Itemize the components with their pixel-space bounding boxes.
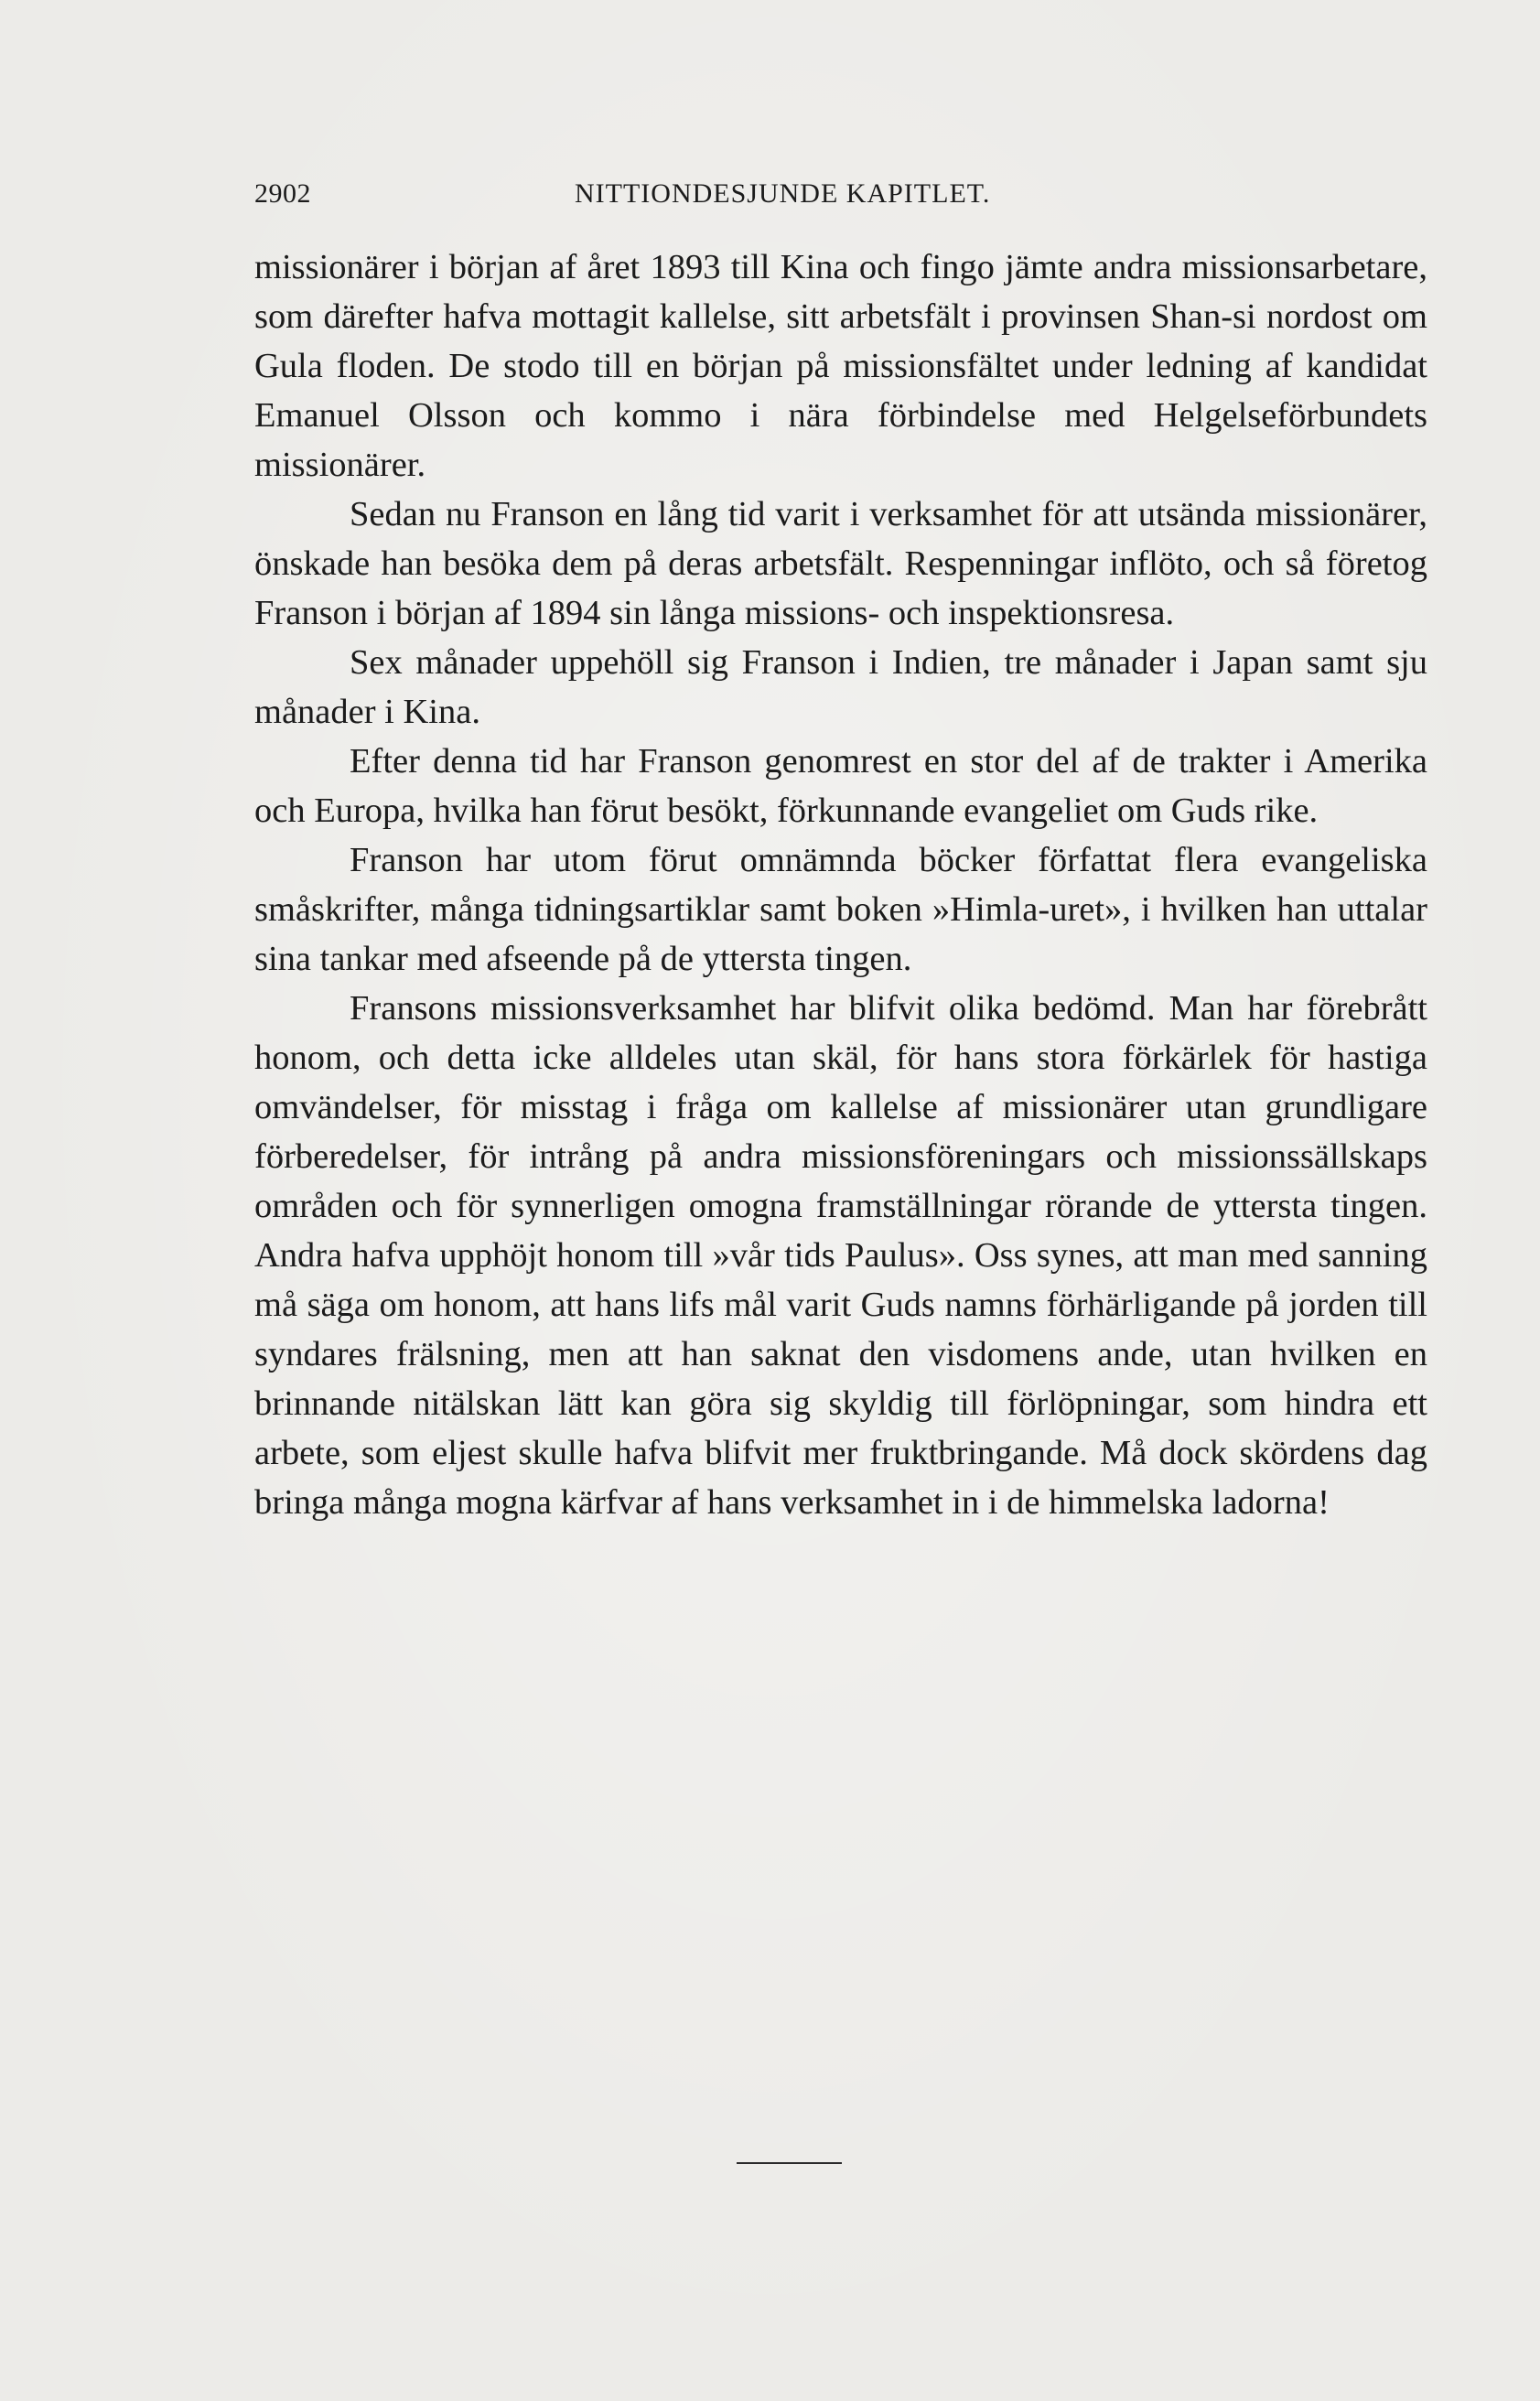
- closing-rule: [737, 2162, 842, 2164]
- paragraph-5: Franson har utom förut omnämnda böcker författat flera evangeliska småskrifter, många tidningsartiklar samt boken »Himla-uret», i hvilken han uttalar sina tankar med afseende på de yttersta tingen.: [254, 841, 1427, 978]
- paragraph-1: missionärer i början af året 1893 till Kina och fingo jämte andra missionsarbetare, som därefter hafva mottagit kallelse, sitt arbetsfält i provinsen Shan-si nordost om Gula floden. De stodo till en början på missionsfältet under ledning af kandidat Emanuel Olsson och kommo i nära förbindelse med Helgelseförbundets missionärer.: [254, 248, 1427, 484]
- paragraph-6: Fransons missionsverksamhet har blifvit olika bedömd. Man har förebrått honom, och detta icke alldeles utan skäl, för hans stora förkärlek för hastiga omvändelser, för misstag i fråga om kallelse af missionärer utan grundligare förberedelser, för intrång på andra missionsföreningars och missionssällskaps områden och för synnerligen omogna framställningar rörande de yttersta tingen. Andra hafva upphöjt honom till »vår tids Paulus». Oss synes, att man med sanning må säga om honom, att hans lifs mål varit Guds namns förhärligande på jorden till syndares frälsning, men att han saknat den visdomens ande, utan hvilken en brinnande nitälskan lätt kan göra sig skyldig till förlöpningar, som hindra ett arbete, som eljest skulle hafva blifvit mer fruktbringande. Må dock skördens dag bringa många mogna kärfvar af hans verksamhet in i de himmelska ladorna!: [254, 989, 1427, 1522]
- body-text: [254, 242, 1427, 1527]
- running-head: NITTIONDESJUNDE KAPITLET.: [575, 178, 991, 209]
- paragraph-3: Sex månader uppehöll sig Franson i Indien, tre månader i Japan samt sju månader i Kina.: [254, 643, 1427, 731]
- paragraph-2: Sedan nu Franson en lång tid varit i verksamhet för att utsända missionärer, önskade han besöka dem på deras arbetsfält. Respenningar inflöto, och så företog Franson i början af 1894 sin långa missions- och inspektionsresa.: [254, 495, 1427, 632]
- paragraph-4: Efter denna tid har Franson genomrest en stor del af de trakter i Amerika och Europa, hvilka han förut besökt, förkunnande evangeliet om Guds rike.: [254, 742, 1427, 830]
- page-number: 2902: [254, 178, 311, 209]
- page-header: [254, 178, 1427, 215]
